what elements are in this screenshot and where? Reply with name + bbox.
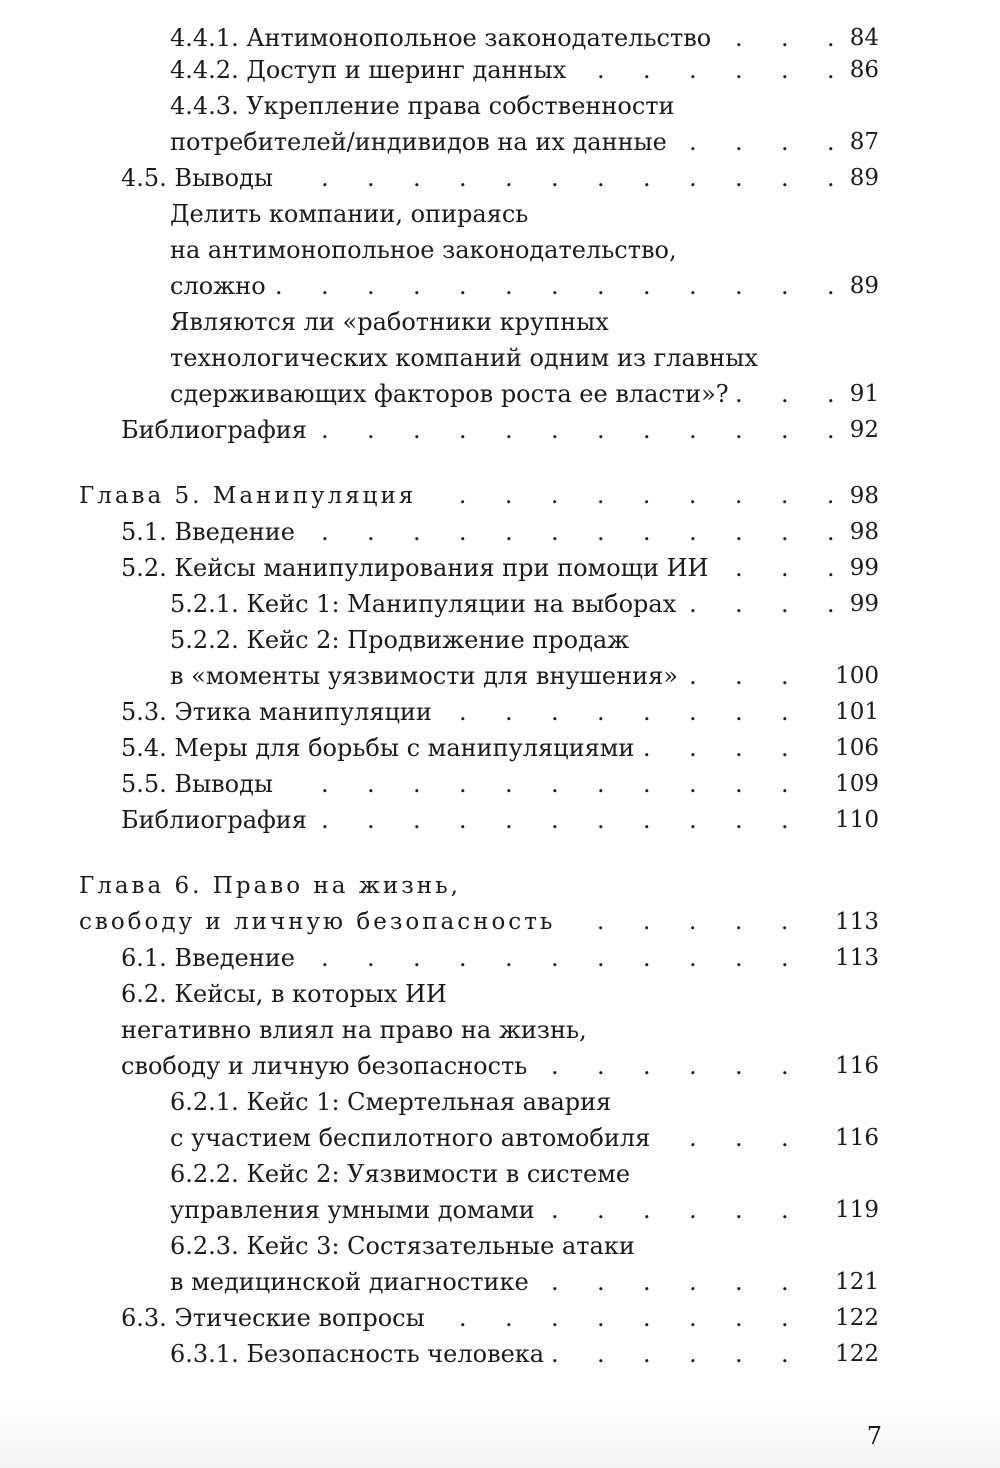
leader-dot: . xyxy=(781,416,789,444)
toc-entry-line[interactable] xyxy=(0,1192,1000,1228)
toc-entry-line xyxy=(0,304,1000,340)
entry-title: 5.1. Введение xyxy=(121,518,295,546)
leader-dot: . xyxy=(827,272,835,300)
leader-dot: . xyxy=(643,518,651,546)
leader-dot: . xyxy=(459,770,467,798)
leader-dot: . xyxy=(321,806,329,834)
leader-dot: . xyxy=(689,590,697,618)
leader-dot: . xyxy=(781,770,789,798)
entry-title: 5.2.1. Кейс 1: Манипуляции на выборах xyxy=(170,590,677,618)
leader-dot: . xyxy=(551,483,559,509)
leader-dot: . xyxy=(689,56,697,84)
leader-dot: . xyxy=(597,483,605,509)
leader-dot: . xyxy=(643,1196,651,1224)
leader-dot: . xyxy=(459,272,467,300)
entry-title: 4.5. Выводы xyxy=(121,164,274,192)
toc-entry-line xyxy=(0,340,1000,376)
toc-entry-line[interactable] xyxy=(0,52,1000,88)
leader-dot: . xyxy=(781,590,789,618)
leader-dot: . xyxy=(597,1304,605,1332)
leader-dot: . xyxy=(551,770,559,798)
leader-dot: . xyxy=(459,518,467,546)
leader-dot: . xyxy=(551,944,559,972)
leader-dot: . xyxy=(827,483,835,509)
entry-page-number: 86 xyxy=(849,57,879,83)
entry-page-number: 101 xyxy=(835,699,879,725)
leader-dot: . xyxy=(643,1268,651,1296)
leader-dot: . xyxy=(367,806,375,834)
leader-dot: . xyxy=(551,1340,559,1368)
leader-dot: . xyxy=(643,734,651,762)
toc-entry-line[interactable] xyxy=(0,766,1000,802)
leader-dot: . xyxy=(413,518,421,546)
entry-page-number: 91 xyxy=(849,381,879,407)
leader-dot: . xyxy=(735,554,743,582)
leader-dot: . xyxy=(827,24,835,52)
toc-entry-line[interactable] xyxy=(0,376,1000,412)
leader-dot: . xyxy=(689,1304,697,1332)
leader-dot: . xyxy=(597,164,605,192)
entry-title: 4.4.3. Укрепление права собственности xyxy=(170,92,675,120)
leader-dot: . xyxy=(551,518,559,546)
leader-dot: . xyxy=(551,806,559,834)
leader-dot: . xyxy=(827,380,835,408)
leader-dot: . xyxy=(689,944,697,972)
leader-dot: . xyxy=(735,164,743,192)
chapter-title: свободу и личную безопасность xyxy=(79,909,556,935)
leader-dot: . xyxy=(735,380,743,408)
entry-title: 5.4. Меры для борьбы с манипуляциями xyxy=(121,734,635,762)
entry-page-number: 89 xyxy=(849,165,879,191)
leader-dot: . xyxy=(321,770,329,798)
toc-entry-line[interactable] xyxy=(0,160,1000,196)
entry-page-number: 122 xyxy=(835,1341,879,1367)
toc-entry-line[interactable] xyxy=(0,514,1000,550)
leader-dot: . xyxy=(827,518,835,546)
entry-title: сдерживающих факторов роста ее власти»? xyxy=(170,380,729,408)
leader-dot: . xyxy=(735,1304,743,1332)
entry-page-number: 121 xyxy=(835,1269,879,1295)
leader-dot: . xyxy=(367,416,375,444)
leader-dot: . xyxy=(781,662,789,690)
leader-dot: . xyxy=(689,734,697,762)
leader-dot: . xyxy=(735,770,743,798)
leader-dot: . xyxy=(735,1124,743,1152)
toc-entry-line[interactable] xyxy=(0,412,1000,448)
leader-dot: . xyxy=(643,164,651,192)
leader-dot: . xyxy=(689,1268,697,1296)
leader-dot: . xyxy=(551,1052,559,1080)
toc-entry-line xyxy=(0,196,1000,232)
leader-dot: . xyxy=(689,1052,697,1080)
entry-page-number: 113 xyxy=(835,945,879,971)
leader-dot: . xyxy=(781,1340,789,1368)
entry-title: в «моменты уязвимости для внушения» xyxy=(170,662,678,690)
leader-dot: . xyxy=(459,944,467,972)
leader-dot: . xyxy=(597,806,605,834)
toc-entry-line[interactable] xyxy=(0,586,1000,622)
leader-dot: . xyxy=(505,806,513,834)
entry-title: на антимонопольное законодательство, xyxy=(170,236,677,264)
leader-dot: . xyxy=(597,518,605,546)
leader-dot: . xyxy=(321,944,329,972)
leader-dot: . xyxy=(505,416,513,444)
leader-dot: . xyxy=(321,518,329,546)
leader-dot: . xyxy=(597,698,605,726)
leader-dot: . xyxy=(413,164,421,192)
entry-title: 5.5. Выводы xyxy=(121,770,274,798)
leader-dot: . xyxy=(781,734,789,762)
leader-dot: . xyxy=(781,909,789,935)
toc-entry-line[interactable] xyxy=(0,1300,1000,1336)
leader-dot: . xyxy=(505,272,513,300)
leader-dot: . xyxy=(551,1196,559,1224)
leader-dot: . xyxy=(735,1052,743,1080)
leader-dot: . xyxy=(597,1340,605,1368)
leader-dot: . xyxy=(321,416,329,444)
leader-dot: . xyxy=(735,734,743,762)
entry-page-number: 100 xyxy=(835,663,879,689)
entry-title: 6.3.1. Безопасность человека xyxy=(170,1340,545,1368)
entry-title: негативно влиял на право на жизнь, xyxy=(121,1016,587,1044)
leader-dot: . xyxy=(275,272,283,300)
leader-dot: . xyxy=(459,806,467,834)
leader-dot: . xyxy=(689,662,697,690)
leader-dot: . xyxy=(597,909,605,935)
leader-dot: . xyxy=(643,806,651,834)
entry-title: 5.2. Кейсы манипулирования при помощи ИИ xyxy=(121,554,709,582)
leader-dot: . xyxy=(643,944,651,972)
leader-dot: . xyxy=(505,698,513,726)
leader-dot: . xyxy=(643,272,651,300)
leader-dot: . xyxy=(643,1052,651,1080)
toc-entry-line xyxy=(0,1012,1000,1048)
entry-title: управления умными домами xyxy=(170,1196,535,1224)
leader-dot: . xyxy=(781,1304,789,1332)
leader-dot: . xyxy=(781,483,789,509)
leader-dot: . xyxy=(689,164,697,192)
leader-dot: . xyxy=(505,1304,513,1332)
leader-dot: . xyxy=(413,944,421,972)
leader-dot: . xyxy=(413,806,421,834)
toc-entry-line[interactable] xyxy=(0,124,1000,160)
leader-dot: . xyxy=(597,944,605,972)
leader-dot: . xyxy=(367,164,375,192)
leader-dot: . xyxy=(735,909,743,935)
leader-dot: . xyxy=(643,909,651,935)
entry-title: технологических компаний одним из главных xyxy=(170,344,758,372)
leader-dot: . xyxy=(321,272,329,300)
toc-chapter-line[interactable] xyxy=(0,904,1000,940)
leader-dot: . xyxy=(551,272,559,300)
leader-dot: . xyxy=(827,554,835,582)
entry-title: с участием беспилотного автомобиля xyxy=(170,1124,651,1152)
entry-title: 6.2.2. Кейс 2: Уязвимости в системе xyxy=(170,1160,631,1188)
leader-dot: . xyxy=(551,1268,559,1296)
leader-dot: . xyxy=(735,483,743,509)
entry-title: 6.2.3. Кейс 3: Состязательные атаки xyxy=(170,1232,635,1260)
leader-dot: . xyxy=(643,56,651,84)
leader-dot: . xyxy=(597,770,605,798)
leader-dot: . xyxy=(781,1196,789,1224)
toc-entry-line xyxy=(0,976,1000,1012)
leader-dot: . xyxy=(505,518,513,546)
entry-page-number: 119 xyxy=(835,1197,879,1223)
entry-page-number: 113 xyxy=(835,909,879,935)
leader-dot: . xyxy=(689,272,697,300)
leader-dot: . xyxy=(689,483,697,509)
toc-entry-line[interactable] xyxy=(0,802,1000,838)
leader-dot: . xyxy=(459,698,467,726)
entry-page-number: 87 xyxy=(849,129,879,155)
leader-dot: . xyxy=(643,770,651,798)
entry-title: 6.2. Кейсы, в которых ИИ xyxy=(121,980,447,1008)
leader-dot: . xyxy=(781,1124,789,1152)
leader-dot: . xyxy=(781,380,789,408)
entry-title: Библиография xyxy=(121,416,307,444)
entry-title: 4.4.2. Доступ и шеринг данных xyxy=(170,56,567,84)
leader-dot: . xyxy=(781,554,789,582)
entry-page-number: 116 xyxy=(835,1125,879,1151)
entry-title: 4.4.1. Антимонопольное законодательство xyxy=(170,24,712,52)
leader-dot: . xyxy=(735,662,743,690)
entry-title: 6.2.1. Кейс 1: Смертельная авария xyxy=(170,1088,612,1116)
leader-dot: . xyxy=(367,944,375,972)
leader-dot: . xyxy=(735,518,743,546)
leader-dot: . xyxy=(459,483,467,509)
toc-entry-line[interactable] xyxy=(0,1048,1000,1084)
entry-page-number: 98 xyxy=(849,519,879,545)
leader-dot: . xyxy=(643,1340,651,1368)
section-gap xyxy=(0,838,1000,868)
leader-dot: . xyxy=(551,698,559,726)
toc-entry-line[interactable] xyxy=(0,268,1000,304)
leader-dot: . xyxy=(735,1196,743,1224)
entry-page-number: 99 xyxy=(849,555,879,581)
leader-dot: . xyxy=(781,56,789,84)
leader-dot: . xyxy=(551,1304,559,1332)
leader-dot: . xyxy=(781,272,789,300)
leader-dot: . xyxy=(597,1268,605,1296)
toc-entry-line[interactable] xyxy=(0,20,1000,52)
leader-dot: . xyxy=(781,128,789,156)
leader-dot: . xyxy=(597,416,605,444)
entry-page-number: 92 xyxy=(849,417,879,443)
entry-page-number: 84 xyxy=(849,25,879,51)
leader-dot: . xyxy=(413,416,421,444)
toc-entry-line[interactable] xyxy=(0,1120,1000,1156)
toc-entry-line[interactable] xyxy=(0,1336,1000,1372)
entry-page-number: 98 xyxy=(849,483,879,509)
entry-page-number: 122 xyxy=(835,1305,879,1331)
leader-dot: . xyxy=(597,1196,605,1224)
leader-dot: . xyxy=(597,272,605,300)
leader-dot: . xyxy=(643,1304,651,1332)
leader-dot: . xyxy=(735,24,743,52)
leader-dot: . xyxy=(367,272,375,300)
leader-dot: . xyxy=(827,56,835,84)
entry-title: свободу и личную безопасность xyxy=(121,1052,528,1080)
leader-dot: . xyxy=(735,1340,743,1368)
table-of-contents xyxy=(0,20,1000,1372)
toc-entry-line[interactable] xyxy=(0,658,1000,694)
entry-page-number: 109 xyxy=(835,771,879,797)
entry-page-number: 110 xyxy=(835,807,879,833)
leader-dot: . xyxy=(367,770,375,798)
entry-title: 5.2.2. Кейс 2: Продвижение продаж xyxy=(170,626,630,654)
toc-entry-line[interactable] xyxy=(0,940,1000,976)
entry-title: в медицинской диагностике xyxy=(170,1268,529,1296)
leader-dot: . xyxy=(781,1052,789,1080)
leader-dot: . xyxy=(689,806,697,834)
entry-title: сложно xyxy=(170,272,266,300)
toc-chapter-line xyxy=(0,868,1000,904)
leader-dot: . xyxy=(827,590,835,618)
leader-dot: . xyxy=(735,1268,743,1296)
leader-dot: . xyxy=(689,1340,697,1368)
entry-title: 6.3. Этические вопросы xyxy=(121,1304,425,1332)
toc-entry-line xyxy=(0,88,1000,124)
leader-dot: . xyxy=(735,128,743,156)
leader-dot: . xyxy=(505,770,513,798)
leader-dot: . xyxy=(735,944,743,972)
leader-dot: . xyxy=(643,483,651,509)
leader-dot: . xyxy=(781,698,789,726)
leader-dot: . xyxy=(735,698,743,726)
leader-dot: . xyxy=(689,1124,697,1152)
toc-entry-line[interactable] xyxy=(0,1264,1000,1300)
leader-dot: . xyxy=(505,483,513,509)
leader-dot: . xyxy=(827,128,835,156)
leader-dot: . xyxy=(689,416,697,444)
leader-dot: . xyxy=(689,698,697,726)
leader-dot: . xyxy=(643,416,651,444)
toc-entry-line xyxy=(0,232,1000,268)
toc-entry-line xyxy=(0,1156,1000,1192)
toc-chapter-line[interactable] xyxy=(0,478,1000,514)
leader-dot: . xyxy=(505,944,513,972)
entry-title: потребителей/индивидов на их данные xyxy=(170,128,667,156)
leader-dot: . xyxy=(689,909,697,935)
leader-dot: . xyxy=(689,1196,697,1224)
entry-page-number: 99 xyxy=(849,591,879,617)
leader-dot: . xyxy=(781,806,789,834)
toc-entry-line[interactable] xyxy=(0,550,1000,586)
leader-dot: . xyxy=(735,806,743,834)
leader-dot: . xyxy=(413,770,421,798)
leader-dot: . xyxy=(689,770,697,798)
leader-dot: . xyxy=(643,698,651,726)
toc-entry-line[interactable] xyxy=(0,730,1000,766)
leader-dot: . xyxy=(413,272,421,300)
leader-dot: . xyxy=(735,416,743,444)
toc-entry-line[interactable] xyxy=(0,694,1000,730)
leader-dot: . xyxy=(459,164,467,192)
leader-dot: . xyxy=(735,590,743,618)
chapter-title: Глава 5. Манипуляция xyxy=(79,483,417,509)
leader-dot: . xyxy=(689,128,697,156)
leader-dot: . xyxy=(827,416,835,444)
page-edge-shadow xyxy=(0,1400,1000,1468)
leader-dot: . xyxy=(781,24,789,52)
toc-entry-line xyxy=(0,622,1000,658)
leader-dot: . xyxy=(459,1304,467,1332)
leader-dot: . xyxy=(781,1268,789,1296)
entry-title: Являются ли «работники крупных xyxy=(170,308,609,336)
leader-dot: . xyxy=(735,272,743,300)
entry-title: 6.1. Введение xyxy=(121,944,295,972)
entry-page-number: 106 xyxy=(835,735,879,761)
leader-dot: . xyxy=(459,416,467,444)
leader-dot: . xyxy=(505,164,513,192)
leader-dot: . xyxy=(321,164,329,192)
chapter-title: Глава 6. Право на жизнь, xyxy=(79,873,461,899)
leader-dot: . xyxy=(689,518,697,546)
section-gap xyxy=(0,448,1000,478)
leader-dot: . xyxy=(597,1052,605,1080)
entry-page-number: 116 xyxy=(835,1053,879,1079)
toc-entry-line xyxy=(0,1084,1000,1120)
entry-title: Библиография xyxy=(121,806,307,834)
toc-entry-line xyxy=(0,1228,1000,1264)
leader-dot: . xyxy=(551,164,559,192)
entry-title: Делить компании, опираясь xyxy=(170,200,529,228)
entry-title: 5.3. Этика манипуляции xyxy=(121,698,432,726)
page-number: 7 xyxy=(866,1422,882,1450)
leader-dot: . xyxy=(551,416,559,444)
leader-dot: . xyxy=(781,518,789,546)
leader-dot: . xyxy=(781,944,789,972)
leader-dot: . xyxy=(827,164,835,192)
leader-dot: . xyxy=(597,56,605,84)
leader-dot: . xyxy=(735,56,743,84)
entry-page-number: 89 xyxy=(849,273,879,299)
leader-dot: . xyxy=(367,518,375,546)
leader-dot: . xyxy=(781,164,789,192)
